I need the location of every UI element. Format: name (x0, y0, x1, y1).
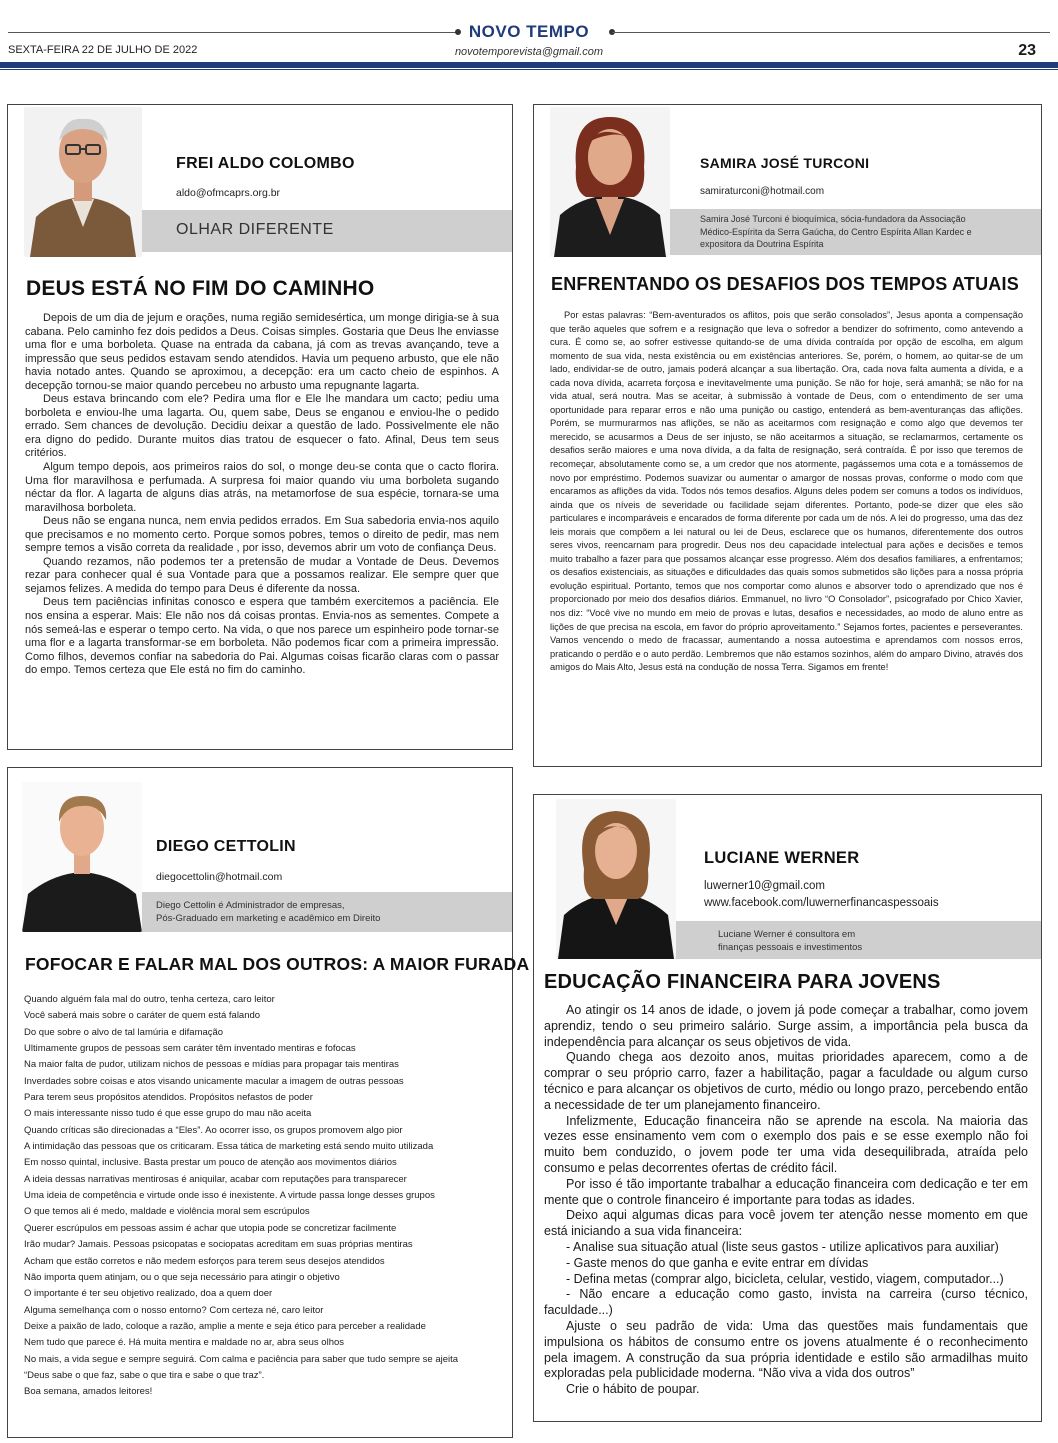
header-rule-right (612, 32, 1050, 33)
author-name: LUCIANE WERNER (704, 849, 860, 867)
article-line: Não importa quem atinjam, ou o que seja necessário para atingir o objetivo (24, 1271, 340, 1283)
article-list-item: - Não encare a educação como gasto, invista na carreira (curso técnico, faculdade...) (544, 1287, 1028, 1318)
article-line: O que temos ali é medo, maldade e violência moral sem escrúpulos (24, 1206, 310, 1218)
article-line: Alguma semelhança com o nosso entorno? Com certeza né, caro leitor (24, 1304, 324, 1316)
article-headline: DEUS ESTÁ NO FIM DO CAMINHO (26, 277, 375, 300)
article-paragraph: Quando chega aos dezoito anos, muitas prioridades aparecem, como a de comprar o seu próprio carro, fazer a habilitação, pagar a faculdade ou algum curso técnico e para alcançar os objetivos de curto, médio ou longo prazo, percebendo então a necessidade de ter um planejamento financeiro. (544, 1050, 1028, 1112)
newspaper-email: novotemporevista@gmail.com (454, 46, 604, 58)
article-paragraph: Depois de um dia de jejum e orações, numa região semidesértica, um monge dirigia-se à sua cabana. Pelo caminho fez dois pedidos a Deus. Coisas simples. Gostaria que Deus lhe enviasse uma flor e uma borboleta. Quase na entrada da cabana, já com as trevas avançando, teve a impressão que seus pedidos estavam sendo atendidos. Havia um pequeno arbusto, que ele não havia notado antes. Quando se aproximou, a decepção: era um cacto cheio de espinhos. A decepção tornou-se maior quando percebeu no arbusto uma repugnante lagarta. (25, 312, 499, 392)
article-line: Na maior falta de pudor, utilizam nichos de pessoas e mídias para propagar tais mentiras (24, 1059, 399, 1071)
page-number: 23 (1018, 42, 1036, 59)
article-line: Uma ideia de competência e virtude onde isso é inexistente. A virtude passa longe desses grupos (24, 1190, 435, 1202)
article-body (25, 312, 499, 678)
author-bio: Samira José Turconi é bioquímica, sócia-fundadora da Associação Médico-Espírita da Serra Gaúcha, do Centro Espírita Allan Kardec e expositora da Doutrina Espírita (700, 214, 972, 249)
article-line: O mais interessante nisso tudo é que esse grupo do mau não aceita (24, 1108, 312, 1120)
person-icon (22, 782, 142, 932)
article-headline: ENFRENTANDO OS DESAFIOS DOS TEMPOS ATUAIS (551, 274, 1019, 294)
article-body (544, 1003, 1028, 1398)
article-paragraph: Deus estava brincando com ele? Pedira uma flor e Ele lhe mandara um cacto; pediu uma borboleta e enviou-lhe uma lagarta. Ou, quem sabe, Deus se enganou e enviou-lhe o pedido errado. Sem chances de devolução. Decidiu deixar a questão de lado. Possivelmente ele não era digno do pedido. Durante muitos dias tratou de esquecer o fato. Afinal, Deus tem seus critérios. (25, 393, 499, 460)
author-bio (718, 928, 862, 954)
header-band-line (0, 69, 1058, 70)
person-icon (556, 799, 676, 959)
article-list-item: - Defina metas (comprar algo, bicicleta, celular, vestido, viagem, computador...) (566, 1271, 1004, 1286)
newspaper-title: NOVO TEMPO (468, 22, 590, 41)
author-photo (550, 107, 670, 257)
article-line: Irão mudar? Jamais. Pessoas psicopatas e sociopatas acreditam em suas próprias mentiras (24, 1239, 413, 1251)
article-paragraph: Deus tem paciências infinitas conosco e espera que também exercitemos a paciência. Ele nos ensina a esperar. Mais: Ele não nos dá coisas prontas. Envia-nos as sementes. Compete a nós semeá-las e esperar o tempo certo. Na vida, o que nos parece um espinheiro pode tornar-se uma flor e a lagarta transformar-se em borboleta. Não podemos ficar com a primeira impressão. Como filhos, devemos confiar na sabedoria do Pai. Algumas coisas ficarão claras com o passar do empo. Temos certeza que Ele está no fim do caminho. (25, 596, 499, 677)
article-paragraph: Ao atingir os 14 anos de idade, o jovem já pode começar a trabalhar, como jovem aprendiz, tendo o seu primeiro salário. Surge assim, a importância pela busca da independência para alcançar os seus objetivos de vida. (544, 1003, 1028, 1049)
author-email: diegocettolin@hotmail.com (156, 871, 283, 883)
article-paragraph: Por isso é tão importante trabalhar a educação financeira com dedicação e ter em mente que o controle financeiro é importante para todas as idades. (544, 1176, 1028, 1207)
author-website-link[interactable]: www.facebook.com/luwernerfinancaspessoais (704, 897, 939, 909)
article-line: Deixe a paixão de lado, coloque a razão, amplie a mente e seja ético para perceber a realidade (24, 1320, 426, 1332)
article-line: Boa semana, amados leitores! (24, 1386, 153, 1398)
article-paragraph: Quando rezamos, não podemos ter a pretensão de mudar a Vontade de Deus. Devemos rezar para conhecer qual é sua Vontade para que a possamos realizar. Ele sempre quer que sejamos felizes. A medida do tempo para Deus é diferente da nossa. (25, 555, 499, 595)
author-bio-line: Pós-Graduado em marketing e acadêmico em Direito (156, 913, 381, 924)
column-box-samira (533, 104, 1042, 767)
author-name: SAMIRA JOSÉ TURCONI (700, 155, 870, 171)
article-line: Ultimamente grupos de pessoas sem caráter têm inventado mentiras e fofocas (24, 1043, 356, 1055)
article-line: Do que sobre o alvo de tal lamúria e difamação (24, 1026, 224, 1038)
article-line: Nem tudo que parece é. Há muita mentira e maldade no ar, abra seus olhos (24, 1337, 345, 1349)
column-box-aldo (7, 104, 513, 750)
author-email: samiraturconi@hotmail.com (700, 186, 825, 197)
author-email: luwerner10@gmail.com (704, 880, 825, 892)
article-line: Quando críticas são direcionadas a “Eles”. Ao ocorrer isso, os grupos promovem algo pior (24, 1124, 403, 1136)
author-photo (24, 107, 142, 257)
article-line: O importante é ter seu objetivo realizado, doa a quem doer (24, 1288, 273, 1300)
article-line: Você saberá mais sobre o caráter de quem está falando (24, 1010, 261, 1022)
author-bio (156, 899, 380, 925)
author-email: aldo@ofmcaprs.org.br (176, 187, 281, 199)
article-paragraph: Infelizmente, Educação financeira não se aprende na escola. Na maioria das vezes esse ensinamento vem com o exemplo dos pais e se esse exemplo não foi muito bem conduzido, o jovem pode ter uma vida desequilibrada, atraída pelo consumo e pelas decorrentes ofertas de crédito fácil. (544, 1113, 1028, 1175)
author-bio-line: finanças pessoais e investimentos (718, 942, 863, 953)
article-paragraph: Crie o hábito de poupar. (566, 1382, 700, 1397)
author-name: DIEGO CETTOLIN (156, 838, 296, 855)
person-icon (550, 107, 670, 257)
article-headline: EDUCAÇÃO FINANCEIRA PARA JOVENS (544, 971, 941, 993)
publication-date: SEXTA-FEIRA 22 DE JULHO DE 2022 (8, 44, 198, 56)
author-bio-line: Diego Cettolin é Administrador de empresas, (156, 900, 345, 911)
article-paragraph: Por estas palavras: “Bem-aventurados os aflitos, pois que serão consolados”, Jesus aponta a compensação que terão aqueles que sofrem e a resignação que leva o sofredor a bendizer do sofrimento, como antevendo a cura. É como se, ao sofrer estivesse quitando-se de uma dívida contraída por opção de escolha, em algum momento de sua vida, nesta existência ou em existências anteriores. Se, porém, o homem, ao quitar-se de um lado, endividar-se de outro, jamais poderá alcançar a sua libertação. Ora, cada nova falta aumenta a dívida, e a cada nova dívida, acarreta forçosa e inevitavelmente uma punição. Se não for hoje, será amanhã; se não for na vida atual, será noutra. Mas se aceitar, à submissão à vontade de Deus, com o entendimento de ser uma oportunidade para reparar erros e não uma punição ou castigo, entenderá as bem-aventuranças das aflições. Porém, se murmurarmos nas aflições, se não as aceitarmos com resignação e como algo que devemos ter merecido, se acusarmos a Deus de ser injusto, se não aceitarmos a situação, se reclamarmos, certamente os desafios serão maiores e uma nova dívida, a da falta de resignação, será contraída. É por isso que teremos de recomeçar, absolutamente como se, a um credor que nos atormente, pagássemos uma cota e a tomássemos de novo por empréstimo. Podemos suavizar ou aumentar o amargor de nossas provas, conforme o modo com que encaramos as aflições da vida. Todos nós temos desafios. Alguns deles podem ser comuns a todos os indivíduos, ainda que os níveis de severidade ou facilidade sejam diferentes. Portanto, pode-se dizer que eles são particulares e incomparáveis e encarados de forma diferente por cada um de nós. A lei do progresso, uma das dez leis morais que compõem a lei natural ou lei de Deus, esclarece que os humanos, diferentemente dos outros seres vivos, reencarnam para progredir. Deus nos deu capacidade intelectual para ações e decisões e temos muito trabalho a fazer para que possamos alcançar esse progresso. Além dos desafios familiares, a enfrentamos; os desafios existenciais, as situações e dificuldades das quais somos submetidos são lições para a nossa própria evolução espiritual. Portanto, temos que nos comportar como alunos e absorver todo o aprendizado que nos é proporcionado por meio dos desafios diários. Emmanuel, no livro “O Consolador”, psicografado por Chico Xavier, nos diz: “Você vive no mundo em meio de provas e lutas, desafios e necessidades, ao modo de aluno entre as lições de que precisa na escola, em favor do próprio aproveitamento.” Sejamos fortes, pacientes e perseverantes. Vamos vencendo o medo de fracassar, aumentando a nossa autoestima e aprendamos com nossos erros, praticando o perdão e o auto perdão. Lembremos que não estamos sozinhos, além do amparo Divino, através dos amigos do Mais Alto, Jesus está na condução de nossa Terra. Sigamos em frente! (550, 310, 1023, 673)
article-line: Em nosso quintal, inclusive. Basta prestar um pouco de atenção aos movimentos diários (24, 1157, 397, 1169)
article-list-item: - Analise sua situação atual (liste seus gastos - utilize aplicativos para auxiliar) (566, 1239, 999, 1254)
article-line: A ideia dessas narrativas mentirosas é aniquilar, acabar com reputações para transparecer (24, 1173, 407, 1185)
author-photo (556, 799, 676, 959)
header-band (0, 62, 1058, 68)
column-box-luciane (533, 794, 1042, 1422)
article-paragraph: Deus não se engana nunca, nem envia pedidos errados. Em Sua sabedoria envia-nos aquilo que precisamos e no momento certo. Porque somos pobres, temos o direito de pedir, mas nem sempre temos a visão correta da realidade , por isso, devemos abrir um voto de confiança Deus. (25, 515, 499, 555)
article-paragraph: Deixo aqui algumas dicas para você jovem ter atenção nesse momento em que está iniciando a sua vida financeira: (544, 1208, 1028, 1239)
article-list-item: - Gaste menos do que ganha e evite entrar em dívidas (566, 1255, 869, 1270)
article-line: Acham que estão corretos e não medem esforços para terem seus desejos atendidos (24, 1255, 385, 1267)
article-line: Querer escrúpulos em pessoas assim é achar que utopia pode se concretizar facilmente (24, 1222, 397, 1234)
article-body (550, 309, 1023, 675)
article-paragraph: Algum tempo depois, aos primeiros raios do sol, o monge deu-se conta que o cacto florira. Uma flor maravilhosa e perfumada. A surpresa foi maior quando viu uma borboleta sugando néctar da flor. A lagarta de alguns dias atrás, na metamorfose de sua espécie, tornara-se uma maravilhosa borboleta. (25, 461, 499, 514)
article-line: Quando alguém fala mal do outro, tenha certeza, caro leitor (24, 994, 275, 1005)
article-headline: FOFOCAR E FALAR MAL DOS OUTROS: A MAIOR FURADA (25, 954, 530, 974)
author-bio-line: Luciane Werner é consultora em (718, 929, 856, 940)
article-line: Inverdades sobre coisas e atos visando unicamente macular a imagem de outras pessoas (24, 1075, 404, 1087)
article-line: No mais, a vida segue e sempre seguirá. Com calma e paciência para saber que tudo sempre se ajeita (24, 1353, 459, 1365)
article-body (24, 992, 504, 1401)
person-icon (24, 107, 142, 257)
column-box-diego (7, 767, 530, 1438)
article-line: Para terem seus propósitos atendidos. Propósitos nefastos de poder (24, 1092, 313, 1104)
article-line: “Deus sabe o que faz, sabe o que tira e sabe o que traz”. (24, 1369, 265, 1381)
article-paragraph: Ajuste o seu padrão de vida: Uma das questões mais fundamentais que impulsiona os hábitos de consumo entre os jovens atualmente é o reconhecimento pela imagem. A construção da sua própria identidade e estilo são armadilhas muito exploradas pela publicidade moderna. “Não viva a vida dos outros” (544, 1318, 1028, 1381)
author-name: FREI ALDO COLOMBO (176, 155, 355, 172)
article-line: A intimidação das pessoas que os criticaram. Essa tática de marketing está sendo muito utilizada (24, 1141, 434, 1153)
section-band-label: OLHAR DIFERENTE (176, 221, 334, 238)
author-photo (22, 782, 142, 932)
